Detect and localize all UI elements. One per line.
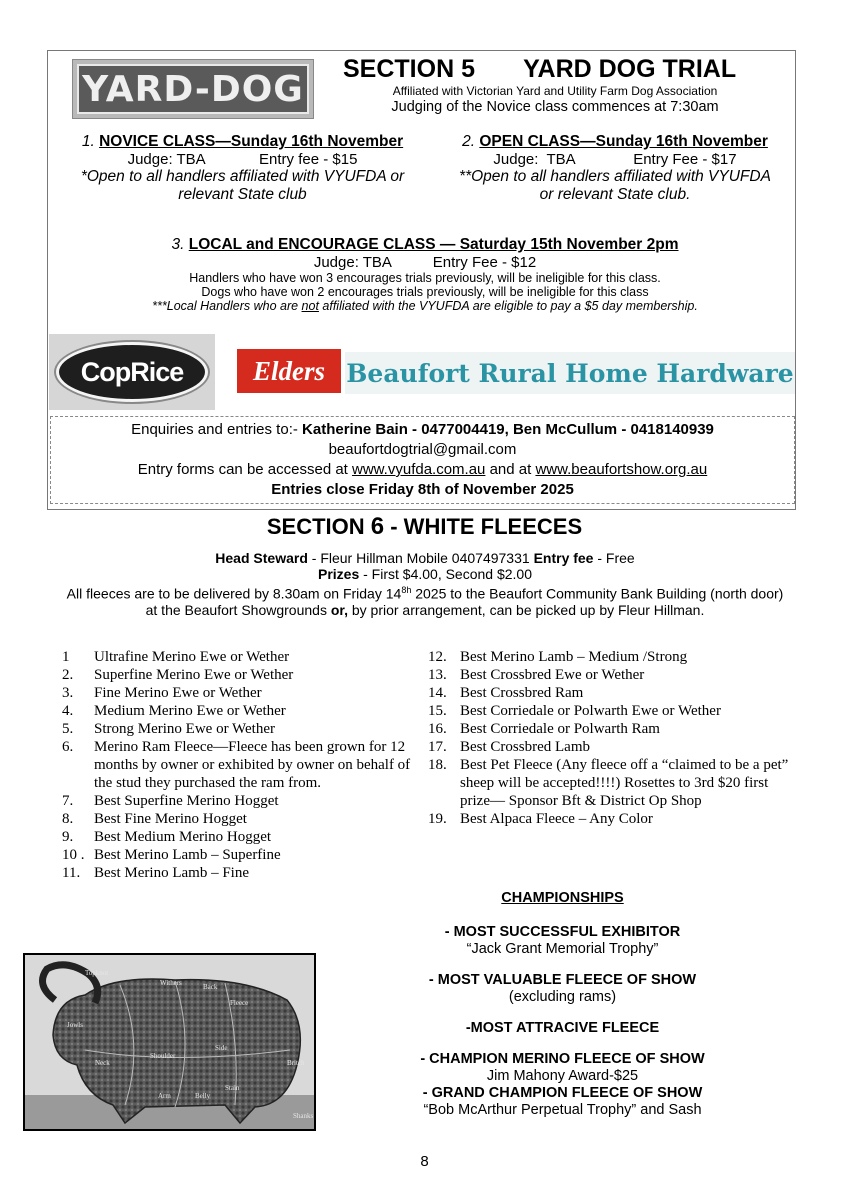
fleece-class-item <box>428 738 798 756</box>
sheep-label: Belly <box>195 1092 211 1100</box>
fleece-class-number: 2. <box>62 667 74 683</box>
elders-logo: Elders <box>237 349 341 393</box>
section6-title-num: 6 <box>370 513 385 540</box>
membership-note-not: not <box>301 299 319 313</box>
location-post: by prior arrangement, can be picked up by Fleur Hillman. <box>347 601 705 618</box>
fleece-class-number: 9. <box>62 829 74 845</box>
fleece-classes-left <box>62 648 417 882</box>
fleece-class-text: Best Merino Lamb – Medium /Strong <box>460 649 688 665</box>
fleece-class-text: Best Crossbred Ram <box>460 685 584 701</box>
fleece-class-text: Best Corriedale or Polwarth Ewe or Wether <box>460 703 721 719</box>
local-class-heading <box>55 236 795 254</box>
local-class <box>55 236 795 313</box>
open-class-details: Judge: TBA Entry Fee - $17 <box>493 151 737 168</box>
fleece-class-item <box>428 720 798 738</box>
fleece-class-number: 13. <box>428 667 447 683</box>
fleece-class-number: 18. <box>428 757 447 773</box>
forms-pre: Entry forms can be accessed at <box>137 461 353 478</box>
novice-class-details: Judge: TBA Entry fee - $15 <box>127 151 358 168</box>
section6-title-a: SECTION <box>266 514 371 539</box>
fleece-class-text: Best Crossbred Lamb <box>460 739 590 755</box>
fleece-class-text: Best Corriedale or Polwarth Ram <box>460 721 660 737</box>
fleece-class-item <box>428 648 798 666</box>
sheep-label: Jowls <box>67 1021 83 1029</box>
fleece-class-text: Best Fine Merino Hogget <box>94 811 247 827</box>
fleece-class-item <box>62 666 417 684</box>
sheep-label: Britch <box>287 1059 305 1067</box>
section6-title-b: - WHITE FLEECES <box>384 514 583 539</box>
local-class-rule1: Handlers who have won 3 encourages trials previously, will be ineligible for this class. <box>189 271 661 285</box>
location-pre: at the Beaufort Showgrounds <box>145 601 331 618</box>
champ-most-valuable: - MOST VALUABLE FLEECE OF SHOW <box>428 972 697 988</box>
champ-most-successful: - MOST SUCCESSFUL EXHIBITOR <box>444 924 681 940</box>
fleece-class-item <box>428 702 798 720</box>
entry-forms-line <box>50 460 795 480</box>
fleece-class-item <box>62 720 417 738</box>
location-line <box>40 602 810 618</box>
steward-line <box>40 550 810 566</box>
section6-info <box>40 550 810 618</box>
sheep-label: Arm <box>158 1092 171 1100</box>
fleece-class-number: 17. <box>428 739 447 755</box>
delivery-line <box>40 582 810 602</box>
local-class-details: Judge: TBA Entry Fee - $12 <box>313 254 537 271</box>
fleece-class-text: Best Crossbred Ewe or Wether <box>460 667 645 683</box>
novice-class-note: *Open to all handlers affiliated with VYUFDA or relevant State club <box>80 168 405 203</box>
fleece-class-item <box>428 810 798 828</box>
fleece-class-number: 5. <box>62 721 74 737</box>
novice-class-num: 1. <box>81 133 95 150</box>
championships-heading: CHAMPIONSHIPS <box>501 890 624 906</box>
enquiries-lead: Enquiries and entries to:- <box>131 421 303 438</box>
location-or: or, <box>330 601 348 618</box>
fleece-class-text: Best Alpaca Fleece – Any Color <box>460 811 653 827</box>
section5-affiliation: Affiliated with Victorian Yard and Utility Farm Dog Association <box>392 84 718 98</box>
sheep-label: Fleece <box>230 999 249 1007</box>
open-class-heading <box>435 133 795 151</box>
section6-title <box>0 513 849 541</box>
prizes-line <box>40 566 810 582</box>
fleece-class-number: 6. <box>62 739 74 755</box>
champ-most-valuable-sub: (excluding rams) <box>508 989 617 1005</box>
championships <box>390 890 735 1119</box>
enquiries-contacts-line <box>50 420 795 440</box>
membership-note-post: affiliated with the VYUFDA are eligible to pay a $5 day membership. <box>318 299 698 313</box>
fleece-class-item <box>62 648 417 666</box>
sheep-label: Withers <box>160 979 182 987</box>
fleece-class-text: Superfine Merino Ewe or Wether <box>94 667 294 683</box>
champ-most-attractive: -MOST ATTRACIVE FLEECE <box>465 1020 660 1036</box>
beaufortshow-link[interactable]: www.beaufortshow.org.au <box>535 461 708 478</box>
fleece-class-text: Best Medium Merino Hogget <box>94 829 272 845</box>
sheep-label: Neck <box>95 1059 110 1067</box>
section5-title: SECTION 5 YARD DOG TRIAL <box>343 55 737 83</box>
sheep-label: Side <box>215 1044 228 1052</box>
fleece-class-number: 3. <box>62 685 74 701</box>
section5-judging-note: Judging of the Novice class commences at 7:30am <box>391 99 719 115</box>
fleece-class-item <box>62 738 417 792</box>
local-class-membership-note <box>55 299 795 313</box>
champ-grand-champion: - GRAND CHAMPION FLEECE OF SHOW <box>422 1085 703 1101</box>
fleece-class-number: 1 <box>62 649 70 665</box>
open-class-title: OPEN CLASS—Sunday 16th November <box>479 133 768 150</box>
sheep-label: Stain <box>225 1084 240 1092</box>
delivery-sup: 8h <box>401 585 412 595</box>
coprice-logo-text: CopRice <box>56 342 208 402</box>
novice-class <box>55 133 430 204</box>
fleece-class-item <box>62 864 417 882</box>
fee-text: - Free <box>593 550 635 566</box>
fleece-class-item <box>62 792 417 810</box>
steward-text: - Fleur Hillman Mobile 0407497331 <box>307 550 534 566</box>
fleece-class-text: Ultrafine Merino Ewe or Wether <box>94 649 290 665</box>
fleece-class-item <box>428 666 798 684</box>
fleece-class-number: 19. <box>428 811 447 827</box>
fleece-class-item <box>62 684 417 702</box>
local-class-num: 3. <box>171 236 185 253</box>
forms-mid: and at <box>485 461 536 478</box>
open-class-note: **Open to all handlers affiliated with VYUFDA or relevant State club. <box>459 168 771 203</box>
fleece-class-number: 15. <box>428 703 447 719</box>
fleece-class-text: Best Pet Fleece (Any fleece off a “claimed to be a pet” sheep will be accepted!!!!) Rosettes to 3rd $20 first prize— Sponsor Bft & District Op Shop <box>460 757 789 809</box>
champ-champion-merino: - CHAMPION MERINO FLEECE OF SHOW <box>420 1051 705 1067</box>
enquiries-text <box>50 420 795 500</box>
fleece-class-number: 11. <box>62 865 81 881</box>
membership-note-pre: ***Local Handlers who are <box>152 299 302 313</box>
fleece-class-item <box>62 846 417 864</box>
fleece-classes-right <box>428 648 798 828</box>
fleece-class-text: Best Merino Lamb – Superfine <box>94 847 281 863</box>
open-class <box>435 133 795 204</box>
fleece-class-item <box>428 756 798 810</box>
prizes-text: - First $4.00, Second $2.00 <box>359 566 532 582</box>
fleece-class-text: Merino Ram Fleece—Fleece has been grown for 12 months by owner or exhibited by owner on behalf of the stud they purchased the ram from. <box>94 739 411 791</box>
open-class-num: 2. <box>462 133 476 150</box>
fleece-class-number: 4. <box>62 703 74 719</box>
fleece-class-item <box>62 828 417 846</box>
entries-close: Entries close Friday 8th of November 2025 <box>271 481 574 498</box>
fleece-class-number: 7. <box>62 793 74 809</box>
delivery-post: 2025 to the Beaufort Community Bank Building (north door) <box>411 585 784 602</box>
fleece-class-text: Best Merino Lamb – Fine <box>94 865 249 881</box>
yard-dog-logo-text: YARD-DOG <box>77 64 309 114</box>
champ-most-successful-sub: “Jack Grant Memorial Trophy” <box>466 941 659 957</box>
fleece-class-number: 12. <box>428 649 447 665</box>
sheep-label: Back <box>203 983 218 991</box>
fleece-class-number: 16. <box>428 721 447 737</box>
fleece-class-text: Medium Merino Ewe or Wether <box>94 703 286 719</box>
fee-label: Entry fee <box>533 550 594 566</box>
sheep-label: Shoulder <box>150 1052 176 1060</box>
enquiries-email[interactable]: beaufortdogtrial@gmail.com <box>328 441 517 458</box>
yard-dog-logo <box>72 59 314 119</box>
novice-class-heading <box>55 133 430 151</box>
novice-class-title: NOVICE CLASS—Sunday 16th November <box>99 133 404 150</box>
champ-grand-champion-sub: “Bob McArthur Perpetual Trophy” and Sash <box>423 1102 702 1118</box>
prizes-label: Prizes <box>317 566 360 582</box>
coprice-logo <box>49 334 215 410</box>
enquiries-contacts: Katherine Bain - 0477004419, Ben McCullum - 0418140939 <box>302 421 714 438</box>
delivery-pre: All fleeces are to be delivered by 8.30am on Friday 14 <box>66 585 402 602</box>
sheep-diagram-image <box>23 953 316 1131</box>
fleece-class-number: 8. <box>62 811 74 827</box>
fleece-class-number: 10 . <box>62 847 85 863</box>
fleece-class-text: Fine Merino Ewe or Wether <box>94 685 262 701</box>
fleece-class-item <box>62 702 417 720</box>
sheep-diagram-svg <box>25 955 314 1129</box>
sheep-label: Shanks <box>293 1112 314 1120</box>
steward-label: Head Steward <box>215 550 308 566</box>
fleece-class-text: Strong Merino Ewe or Wether <box>94 721 275 737</box>
fleece-class-text: Best Superfine Merino Hogget <box>94 793 279 809</box>
fleece-class-item <box>62 810 417 828</box>
beaufort-hardware-logo: Beaufort Rural Home Hardware <box>345 352 795 394</box>
local-class-rule2: Dogs who have won 2 encourages trials previously, will be ineligible for this class <box>201 285 649 299</box>
champ-champion-merino-sub: Jim Mahony Award-$25 <box>486 1068 639 1084</box>
local-class-title: LOCAL and ENCOURAGE CLASS — Saturday 15th November 2pm <box>188 236 679 253</box>
page-number: 8 <box>420 1153 429 1170</box>
fleece-class-item <box>428 684 798 702</box>
vyufda-link[interactable]: www.vyufda.com.au <box>352 461 486 478</box>
sheep-label: Topknot <box>85 969 109 977</box>
fleece-class-number: 14. <box>428 685 447 701</box>
